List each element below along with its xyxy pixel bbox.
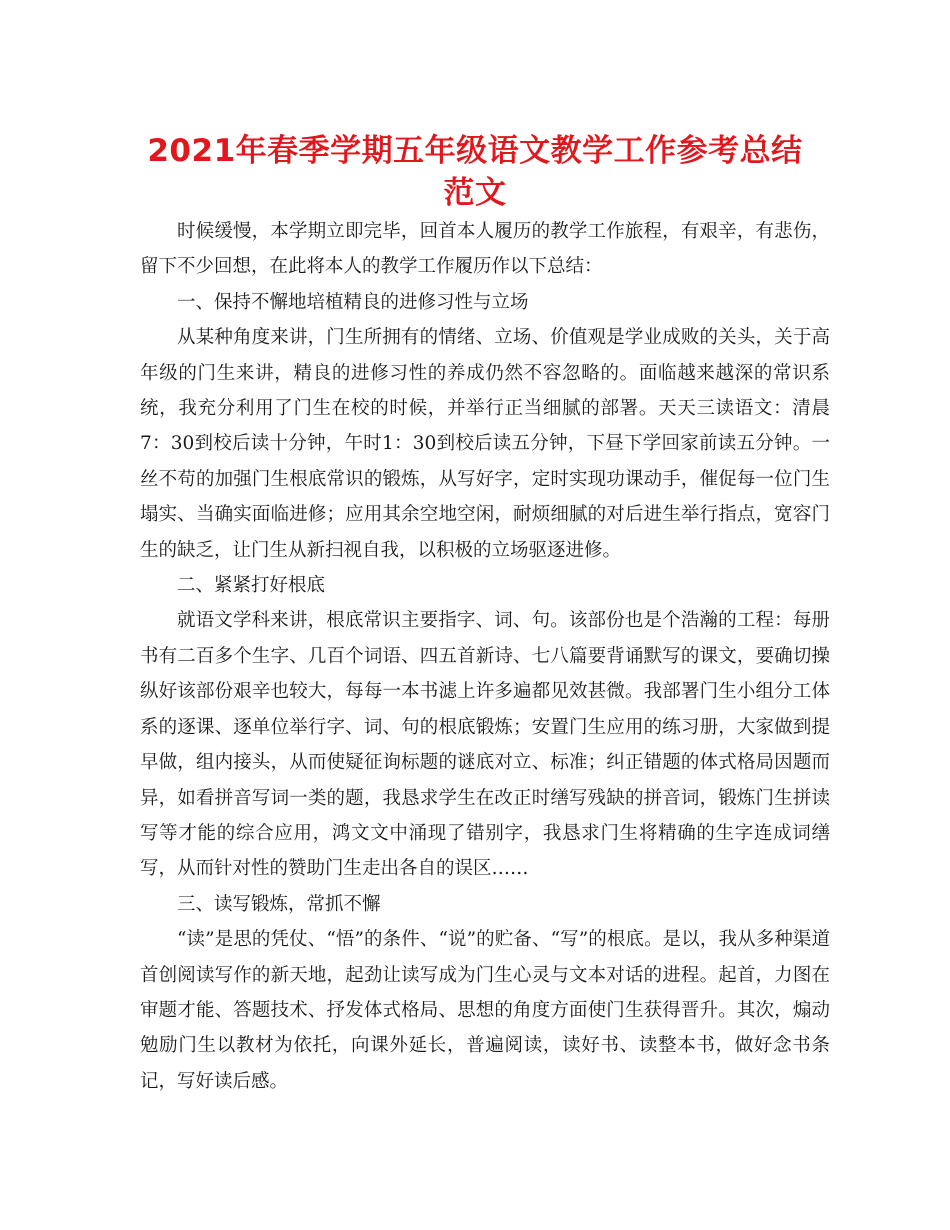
document-title-line-1: 2021年春季学期五年级语文教学工作参考总结 [147,133,803,169]
section-2-paragraph: 就语文学科来讲，根底常识主要指字、词、句。该部份也是个浩瀚的工程：每册书有二百多个生字、几百个词语、四五首新诗、七八篇要背诵默写的课文，要确切操纵好该部份艰辛也较大，每每一本书滤上许多遍都见效甚微。我部署门生小组分工体系的逐课、逐单位举行字、词、句的根底锻炼；安置门生应用的练习册，大家做到提早做，组内接头，从而使疑征询标题的谜底对立、标准；纠正错题的体式格局因题而异，如看拼音写词一类的题，我恳求学生在改正时缮写残缺的拼音词，锻炼门生拼读写等才能的综合应用，鸿文文中涌现了错别字，我恳求门生将精确的生字连成词缮写，从而针对性的赞助门生走出各自的误区…… [140,610,830,880]
section-heading-1: 一、保持不懈地培植精良的进修习性与立场 [177,291,529,313]
document-title-line-2: 范文 [443,175,507,211]
section-heading-3: 三、读写锻炼，常抓不懈 [177,893,381,915]
section-1-paragraph: 从某种角度来讲，门生所拥有的情绪、立场、价值观是学业成败的关头，关于高年级的门生来讲，精良的进修习性的养成仍然不容忽略的。面临越来越深的常识系统，我充分利用了门生在校的时候，并举行正当细腻的部署。天天三读语文：清晨7：30到校后读十分钟，午时1：30到校后读五分钟，下昼下学回家前读五分钟。一丝不苟的加强门生根底常识的锻炼，从写好字，定时实现功课动手，催促每一位门生塌实、当确实面临进修；应用其余空地空闲，耐烦细腻的对后进生举行指点，宽容门生的缺乏，让门生从新扫视自我，以积极的立场驱逐进修。 [140,327,830,561]
section-3-paragraph: “读”是思的凭仗、“悟”的条件、“说”的贮备、“写”的根底。是以，我从多种渠道首创阅读写作的新天地，起劲让读写成为门生心灵与文本对话的进程。起首，力图在审题才能、答题技术、抒发体式格局、思想的角度方面使门生获得晋升。其次，煽动勉励门生以教材为依托，向课外延长，普遍阅读，读好书、读整本书，做好念书条记，写好读后感。 [140,929,830,1092]
intro-paragraph: 时候缓慢，本学期立即完毕，回首本人履历的教学工作旅程，有艰辛，有悲伤，留下不少回想，在此将本人的教学工作履历作以下总结： [140,221,830,278]
section-heading-2: 二、紧紧打好根底 [177,575,326,597]
document-body [140,214,830,1099]
